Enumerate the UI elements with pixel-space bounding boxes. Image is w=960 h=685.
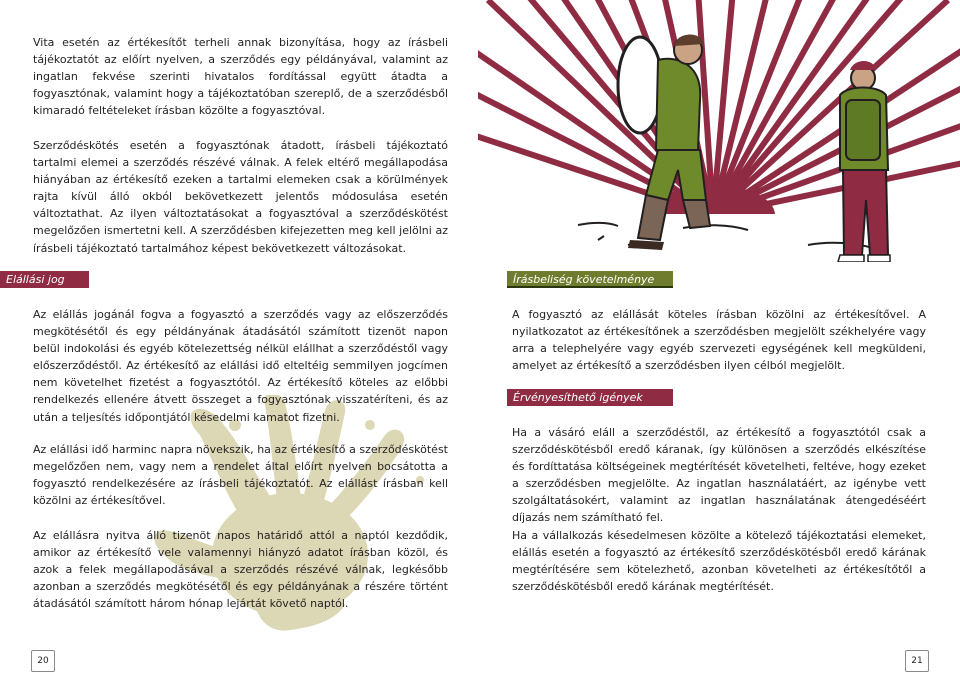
page-number-right: 21	[905, 650, 929, 672]
igenyek-paragraph-1: Ha a vásáró eláll a szerződéstől, az értékesítő a fogyasztótól csak a szerződéskötésből eredő káranak, így különösen a szerződés elkészítése és fordíttatása költségeinek megtérítését követelheti, feltéve, hogy ezeket a szerződésben megjelölte. Az ingatlan használatáért, az igénybe vett szolgáltatásokért, valamint az ingatlan használatának átengedéséért díjazás nem számítható fel.	[512, 426, 926, 525]
irasbeliseg-paragraph: A fogyasztó az elállását köteles írásban közölni az értékesítővel. A nyilatkozatot az értékesítőnek a szerződésben megjelölt székhelyére vagy arra a telephelyére vagy egyéb szervezeti egységének kell megküldeni, amelyet az értékesítő a szerződésben ilyen célból megjelölt.	[512, 308, 926, 373]
elallas-paragraph-2: Az elállási idő harminc napra növekszik, ha az értékesítő a szerződéskötést megelőzően nem, vagy nem a rendelet által előírt nyelven bocsátotta a fogyasztó rendelkezésére az írásbeli tájékoztatót. Az elállást írásban kell közölni az értékesítővel.	[33, 443, 448, 508]
section-heading-ervenyesitheto: Érvényesíthető igények	[507, 389, 673, 406]
intro-paragraph-1: Vita esetén az értékesítőt terheli annak bizonyítása, hogy az írásbeli tájékoztatót az előírt nyelven, a szerződés egy példányával, valamint az ingatlan fekvése szerinti hivatalos fordítással együtt átadta a fogyasztónak, valamint hogy a tájékoztatóban szereplő, de a szerződésből kimaradó feltételeket írásban közölte a fogyasztóval.	[33, 36, 448, 118]
section-heading-irasbeliseg: Írásbeliség követelménye	[507, 271, 673, 288]
hiker-right	[838, 61, 890, 262]
elallas-paragraph-1: Az elállás jogánál fogva a fogyasztó a szerződés vagy az előszerződés megkötésétől és egy példányának átadásától számított tizenöt napon belül indokolási és egyéb kötelezettség nélkül elállhat a szerződéstől vagy előszerződéstől. Az értékesítő az elállási idő elteltéig semmilyen jogcímen nem követelhet fizetést a fogyasztótól. Az értékesítő köteles az előbbi rendelkezés ellenére átvett összeget a fogyasztónak visszatéríteni, és az után a teljesítés időpontjától késedelmi kamatot fizetni.	[33, 308, 448, 424]
page-number-left: 20	[31, 650, 55, 672]
section-heading-elallasi-jog: Elállási jog	[0, 271, 89, 288]
elallas-paragraph-3: Az elállásra nyitva álló tizenöt napos határidő attól a naptól kezdődik, amikor az értékesítő vele valamennyi hiányzó adatot írásban közöl, és azok a felek megállapodásával a szerződés részévé válnak, legkésőbb azonban a szerződés megkötésétől és egy példányának a részére történt átadásától számított három hónap lejártát követő naptól.	[33, 529, 448, 611]
hikers-illustration	[478, 0, 960, 262]
intro-paragraph-2: Szerződéskötés esetén a fogyasztónak átadott, írásbeli tájékoztató tartalmi elemei a szerződés részévé válnak. A felek eltérő megállapodása hiányában az értékesítő ezeken a tartalmi elemeken csak a körülmények rajta kívül álló okból bekövetkezett jelentős módosulása esetén változtathat. Az ilyen változtatásokat a fogyasztóval a szerződéskötést megelőzően ismertetni kell. A szerződésben kifejezetten meg kell jelölni az írásbeli tájékoztató tartalmához képest bekövetkezett változásokat.	[33, 139, 448, 255]
igenyek-paragraph-2: Ha a vállalkozás késedelmesen közölte a kötelező tájékoztatási elemeket, elállás esetén a fogyasztó az értékesítő szerződéskötésből eredő kárának megtérítésére sem kötelezhető, azonban követelheti az értékesítőtől a szerződéskötésből eredő kárának megtérítését.	[512, 529, 926, 594]
